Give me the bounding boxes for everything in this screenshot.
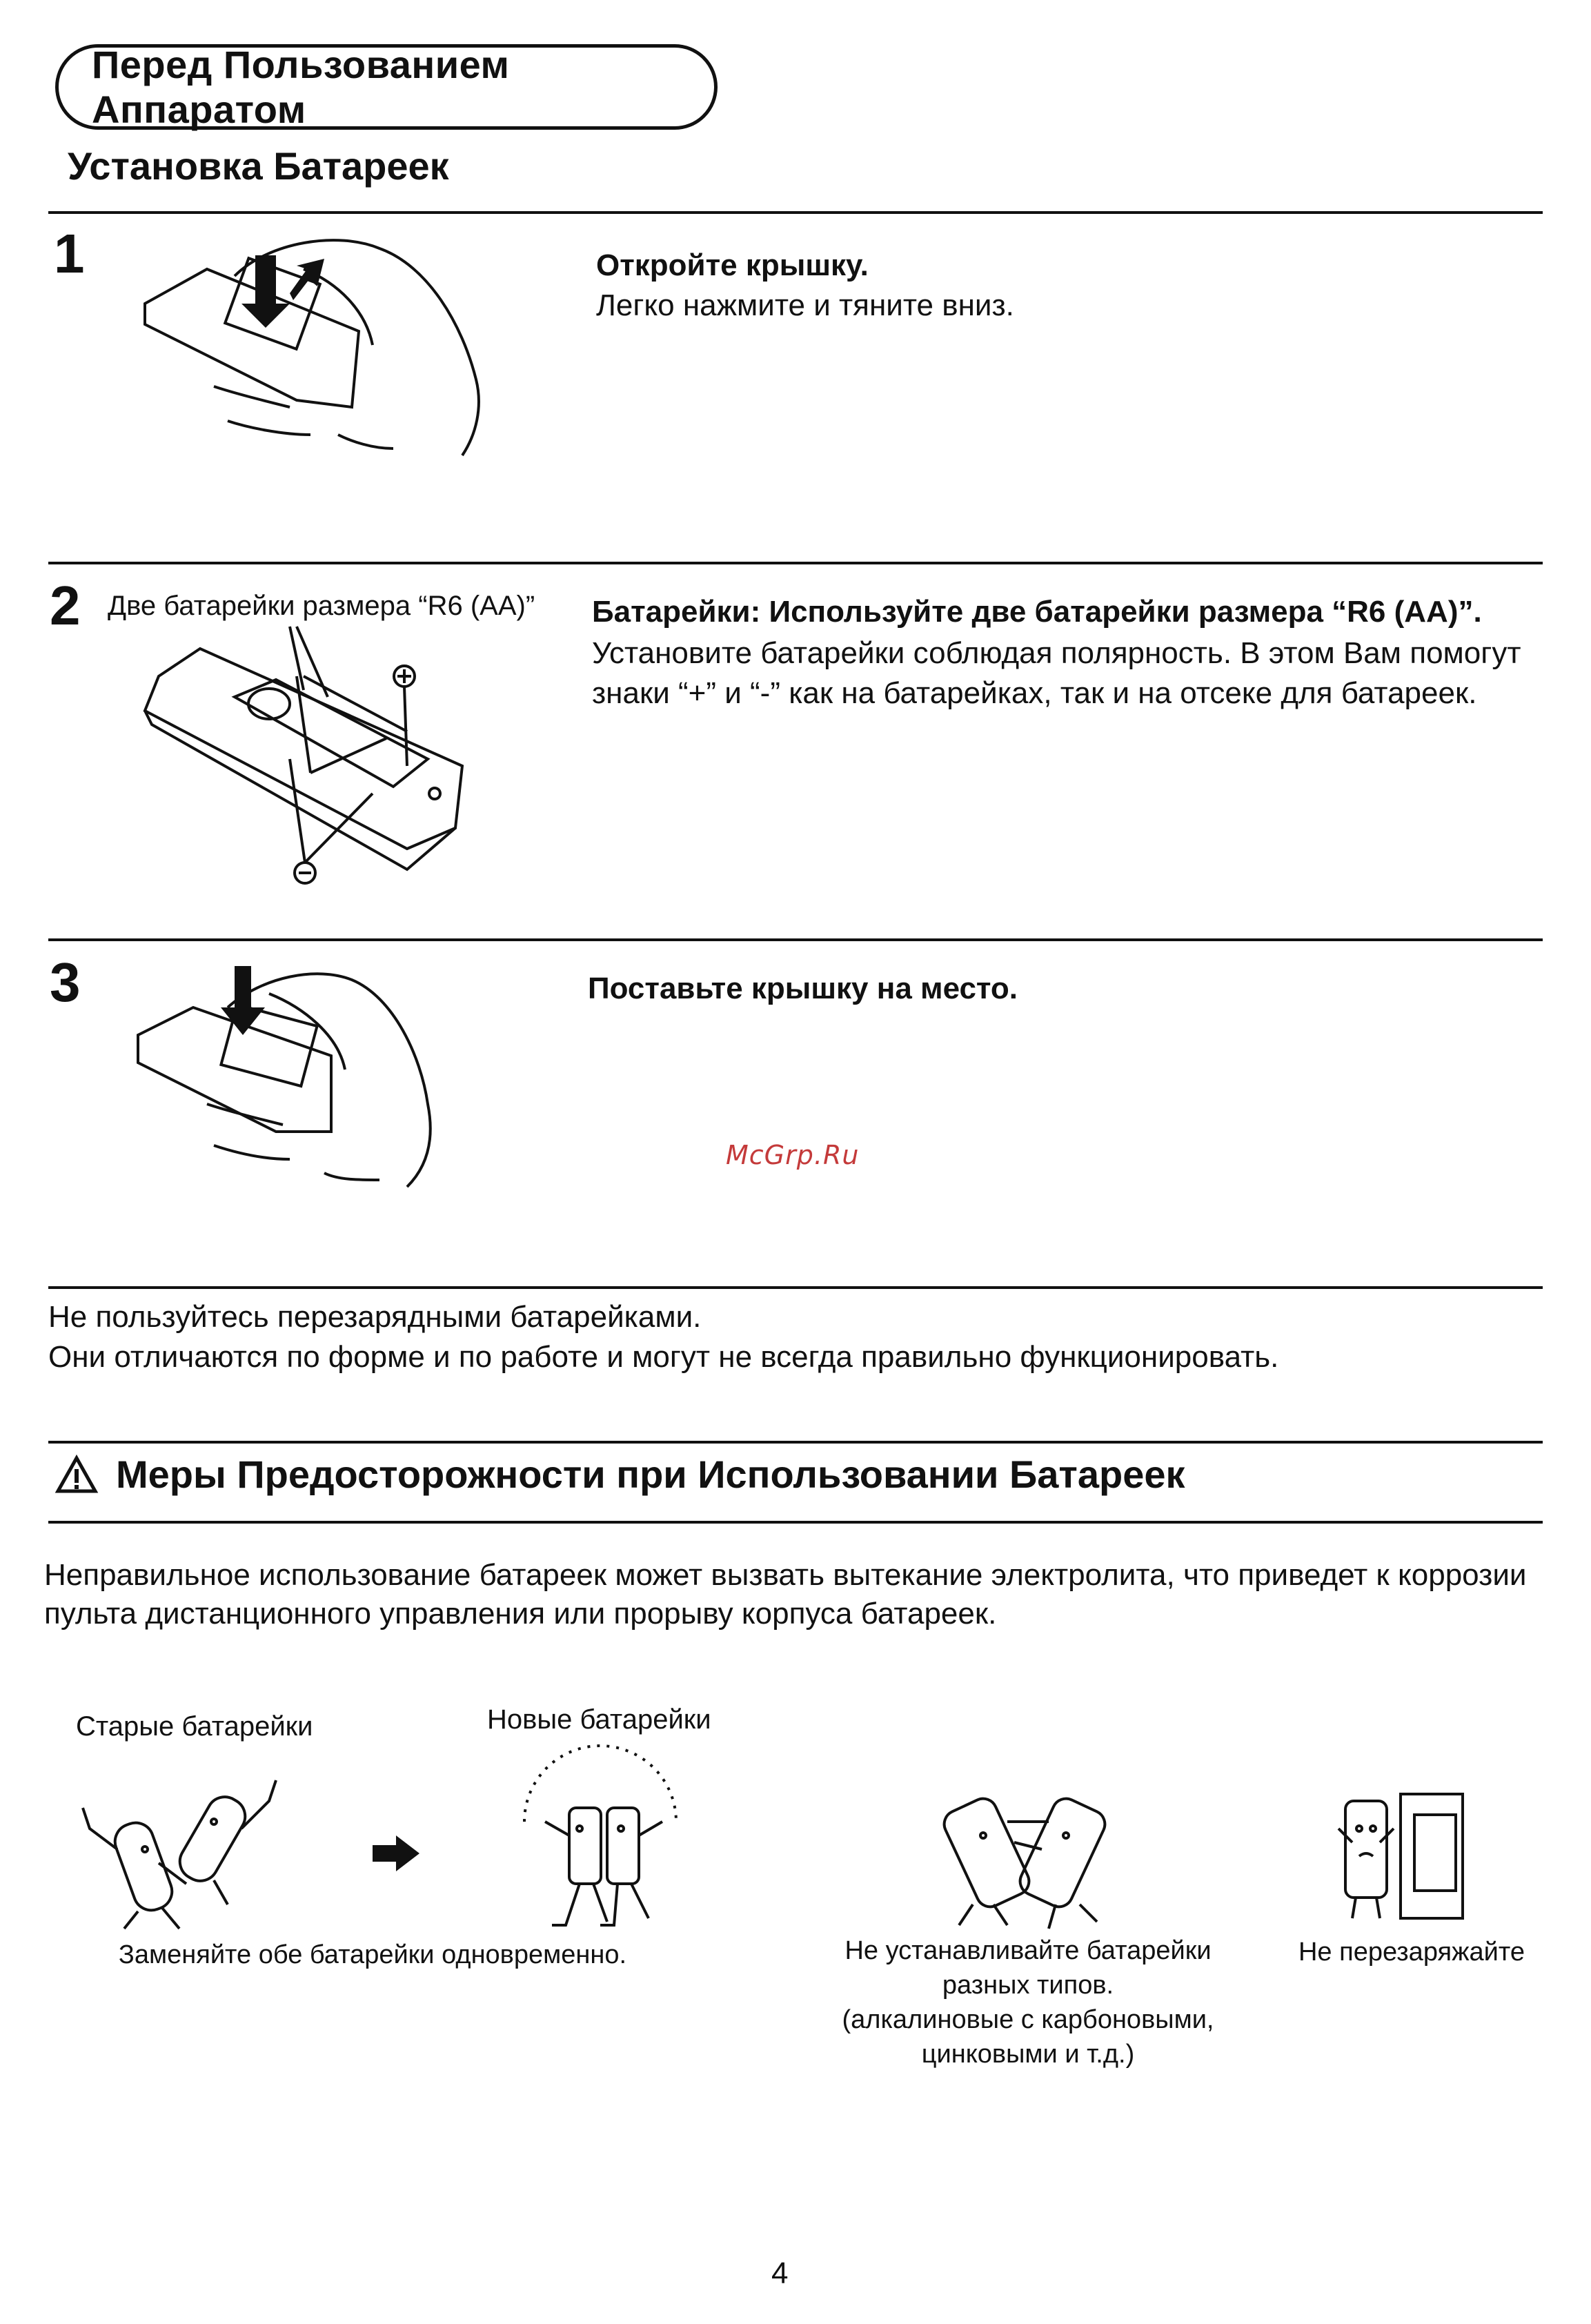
warning-icon — [55, 1455, 98, 1494]
header-title: Перед Пользованием Аппаратом — [92, 43, 510, 131]
mix-caption-line-2: разных типов. — [942, 1971, 1114, 2000]
precautions-heading — [55, 1452, 1185, 1497]
divider — [48, 562, 1543, 564]
mix-caption-line-1: Не устанавливайте батарейки — [844, 1936, 1212, 1965]
old-batteries-label: Старые батарейки — [76, 1711, 313, 1742]
mixed-battery-types-illustration — [931, 1780, 1125, 1932]
divider — [48, 938, 1543, 941]
divider — [48, 1441, 1543, 1444]
battery-compartment-illustration — [131, 621, 490, 897]
step-2-text-line-2: знаки “+” и “-” как на батарейках, так и на отсеке для батареек. — [592, 676, 1477, 710]
precautions-title: Меры Предосторожности при Использовании Батареек — [116, 1452, 1185, 1496]
remote-open-cover-illustration — [131, 228, 490, 455]
step-1-number: 1 — [54, 223, 85, 284]
precautions-intro-line-2: пульта дистанционного управления или прорыву корпуса батареек. — [44, 1597, 997, 1631]
remote-close-cover-illustration — [131, 966, 448, 1194]
old-batteries-illustration — [76, 1766, 283, 1932]
no-recharge-caption: Не перезаряжайте — [1298, 1938, 1525, 1967]
page-header — [55, 44, 718, 130]
page-number: 4 — [771, 2256, 789, 2290]
note-line-2: Они отличаются по форме и по работе и могут не всегда правильно функционировать. — [48, 1340, 1279, 1374]
watermark: McGrp.Ru — [726, 1140, 860, 1170]
step-3-title: Поставьте крышку на место. — [588, 972, 1018, 1005]
new-batteries-illustration — [511, 1766, 690, 1932]
mix-caption-line-4: цинковыми и т.д.) — [921, 2040, 1135, 2069]
arrow-right-icon — [373, 1835, 421, 1871]
step-3-number: 3 — [50, 952, 81, 1013]
step-2-number: 2 — [50, 575, 81, 636]
section-title: Установка Батареек — [68, 144, 449, 188]
step-1-title: Откройте крышку. — [596, 248, 869, 282]
divider — [48, 1286, 1543, 1289]
battery-size-label: Две батарейки размера “R6 (AA)” — [108, 591, 535, 621]
mix-caption-line-3: (алкалиновые с карбоновыми, — [842, 2005, 1214, 2034]
step-2-title: Батарейки: Используйте две батарейки размера “R6 (AA)”. — [592, 595, 1482, 629]
new-batteries-label: Новые батарейки — [487, 1704, 711, 1735]
no-recharge-illustration — [1338, 1787, 1490, 1939]
note-line-1: Не пользуйтесь перезарядными батарейками. — [48, 1300, 702, 1334]
divider — [48, 1521, 1543, 1524]
precautions-intro-line-1: Неправильное использование батареек может вызвать вытекание электролита, что приведет к коррозии — [44, 1558, 1527, 1592]
step-2-text-line-1: Установите батарейки соблюдая полярность. В этом Вам помогут — [592, 636, 1521, 670]
divider — [48, 211, 1543, 214]
replace-both-caption: Заменяйте обе батарейки одновременно. — [118, 1940, 627, 1969]
step-1-text: Легко нажмите и тяните вниз. — [596, 288, 1014, 322]
